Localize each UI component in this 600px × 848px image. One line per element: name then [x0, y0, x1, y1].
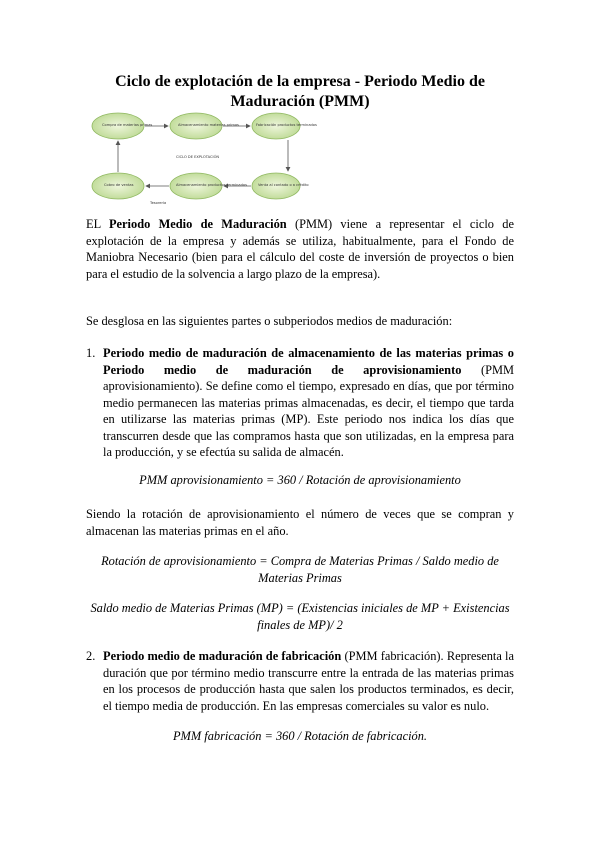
diagram-bottom-label: Tesorería — [150, 201, 167, 205]
diagram-node-4-label: Venta al contado o a crédito — [258, 183, 309, 187]
diagram-node-2-label: Almacenamiento materias primas — [178, 123, 239, 127]
item-2-paragraph — [103, 648, 514, 714]
item-2-text: (PMM fabricación). Representa la duración que por término medio transcurre entre la entrada de las materias primas en los procesos de producción hasta que salen los productos terminados, es decir, el tiempo media de producción. En las empresas comerciales su valor es nulo. — [103, 649, 515, 713]
formula-rotacion: Rotación de aprovisionamiento = Compra de Materias Primas / Saldo medio de Materias Primas — [101, 554, 499, 585]
item-1-number: 1. — [86, 346, 96, 360]
diagram-center-label: CICLO DE EXPLOTACIÓN — [176, 155, 220, 159]
rotation-paragraph: Siendo la rotación de aprovisionamiento el número de veces que se compran y almacenan las materias primas en el año. — [86, 507, 514, 538]
diagram-node-1-label: Compra de materias primas — [102, 123, 153, 127]
intro-bold-term: Periodo Medio de Maduración — [108, 217, 287, 231]
formula-saldo-medio: Saldo medio de Materias Primas (MP) = (Existencias iniciales de MP + Existencias finales de MP)/ 2 — [90, 601, 510, 632]
pmm-cycle-diagram — [90, 108, 317, 208]
diagram-node-6-label: Cobro de ventas — [104, 183, 134, 187]
formula-pmm-fabricacion: PMM fabricación = 360 / Rotación de fabricación. — [172, 729, 428, 743]
intro-paragraph — [86, 216, 514, 282]
formula-pmm-aprovisionamiento: PMM aprovisionamiento = 360 / Rotación de aprovisionamiento — [139, 473, 461, 487]
intro-prefix: EL — [86, 217, 109, 231]
item-2-bold: Periodo medio de maduración de fabricación — [103, 649, 342, 663]
breakdown-paragraph: Se desglosa en las siguientes partes o subperiodos medios de maduración: — [86, 314, 453, 328]
item-2-number: 2. — [86, 649, 96, 663]
diagram-node-5-label: Almacenamiento productos terminados — [176, 183, 247, 187]
item-1-text: (PMM aprovisionamiento). Se define como el tiempo, expresado en días, que por término medio permanecen las materias primas almacenadas, es decir, el tiempo que tarda en utilizarse las materias primas (MP). Este periodo nos indica los días que transcurren desde que las compramos hasta que son utilizadas, en la empresa para la producción, y se efectúa su salida de almacén. — [103, 362, 515, 459]
item-1-paragraph — [103, 345, 514, 461]
item-1-bold: Periodo medio de maduración de almacenamiento de las materias primas o Periodo medio de maduración de aprovisionamiento — [103, 346, 514, 377]
diagram-node-3-label: Fabricación productos terminados — [256, 123, 317, 127]
page-title: Ciclo de explotación de la empresa - Periodo Medio de Maduración (PMM) — [115, 73, 485, 110]
intro-text: (PMM) viene a representar el ciclo de explotación de la empresa y además se utiliza, habitualmente, para el Fondo de Maniobra Necesario (bien para el cálculo del coste de inversión de proyectos o bien para el estudio de la solvencia a largo plazo de la empresa). — [86, 217, 514, 281]
